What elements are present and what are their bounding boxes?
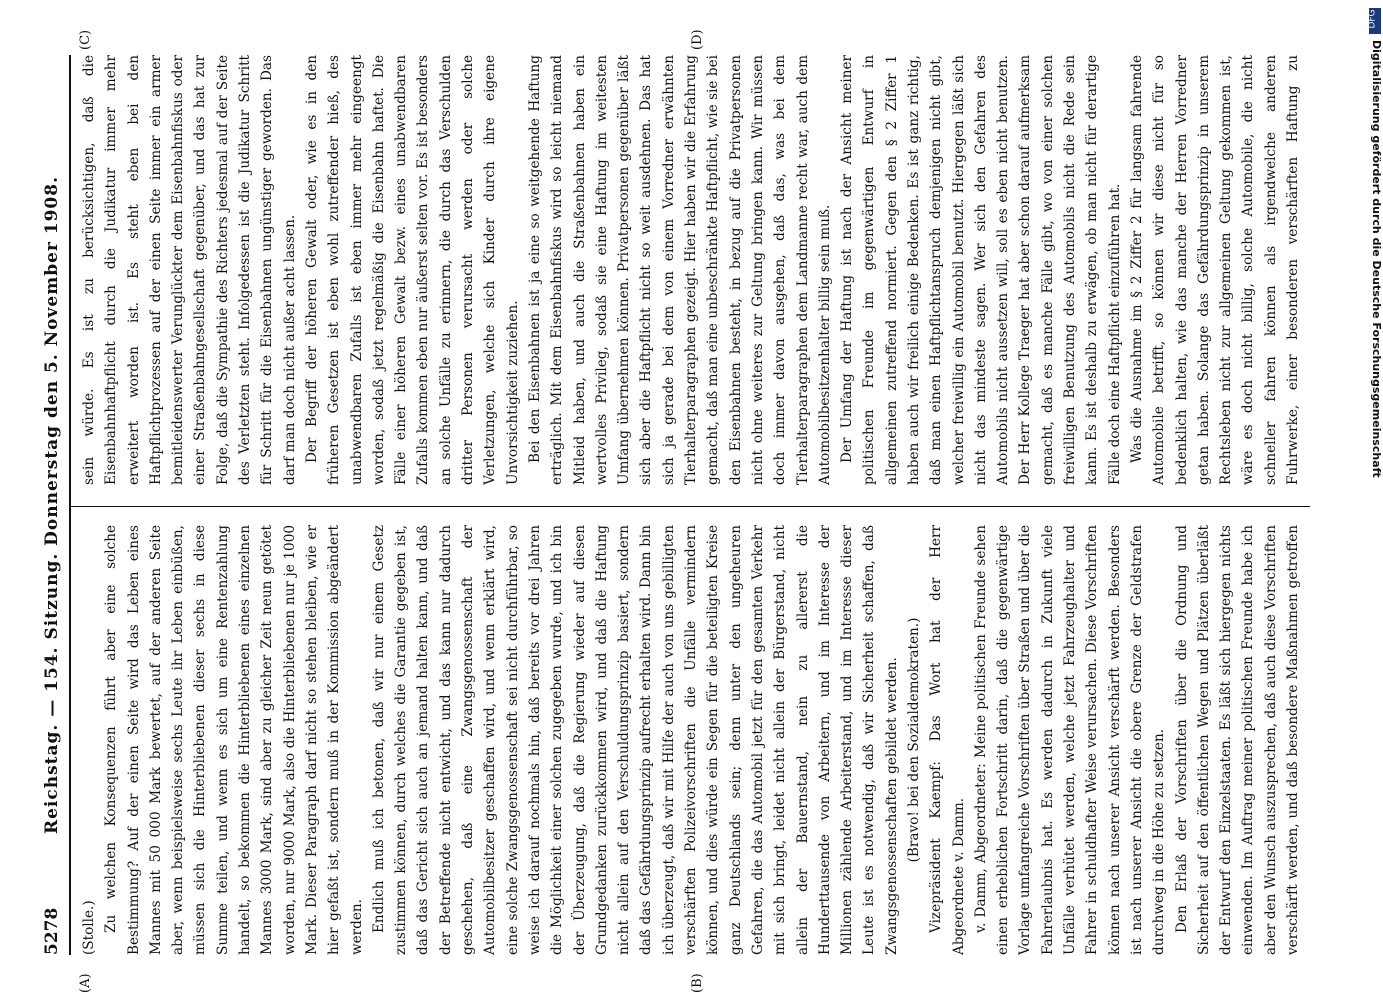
paragraph: Der Umfang der Haftung ist nach der Ansicht meiner politischen Freunde im gegenwärtigen Entwurf in allgemeinen zutreffend normiert. Gegen den § 2 Ziffer 1 haben auch wir freilich einige Bedenken. Es ist ganz richtig, daß man einen Haftpflichtanspruch demjenigen nicht gibt, welcher freiwillig ein Automobil benutzt. Hiergegen läßt sich nicht das mindeste sagen. Wer sich den Gefahren des Automobils nicht aussetzen will, soll es eben nicht benutzen. Der Herr Kollege Traeger hat aber schon darauf aufmerksam gemacht, daß es manche Fälle gibt, wo von einer solchen freiwilligen Benutzung des Automobils nicht die Rede sein kann. Es ist deshalb zu erwägen, ob man nicht für derartige Fälle doch eine Haftpflicht einzuführen hat. — [839, 55, 1123, 485]
digitization-credit: Digitalisierung gefördert durch die Deutsche Forschungsgemeinschaft — [1370, 40, 1383, 478]
paragraph: Der Begriff der höheren Gewalt oder, wie es in den früheren Gesetzen ist eben wohl zutreffender hieß, des unabwendbaren Zufalls ist eben immer mehr eingeengt worden, sodaß jetzt regelmäßig die Eisenbahn haftet. Die Fälle einer höheren Gewalt bezw. eines unabwendbaren Zufalls kommen eben nur äußerst selten vor. Es ist besonders an solche Unfälle zu erinnern, die durch das Verschulden dritter Personen verursacht werden oder solche Verletzungen, welche sich Kinder durch ihre eigene Unvorsichtigkeit zuziehen. — [303, 55, 521, 485]
page-header — [40, 55, 70, 955]
page-number: 5278 — [42, 907, 62, 955]
column-divider — [70, 506, 1310, 507]
paragraph: Zu welchen Konsequenzen führt aber eine solche Bestimmung? Auf der einen Seite wird das Leben eines Mannes mit 50 000 Mark bewertet, auf der anderen Seite aber, wenn beispielsweise sechs Leute ihr Leben einbüßen, müssen sich die Hinterbliebenen dieser sechs in diese Summe teilen, und wenn es sich um eine Rentenzahlung handelt, so bekommen die Hinterbliebenen eines einzelnen Mannes 3000 Mark, sind aber zu gleicher Zeit neun getötet worden, nur 9000 Mark, also die Hinterbliebenen nur je 1000 Mark. Dieser Paragraph darf nicht so stehen bleiben, wie er hier gefaßt ist, sondern muß in der Kommission abgeändert werden. — [103, 525, 365, 955]
margin-marker-c: (C) — [78, 29, 93, 50]
right-column — [78, 55, 1303, 485]
margin-marker-b: (B) — [690, 973, 705, 993]
speaker-tag: (Stolle.) — [81, 900, 97, 955]
dfg-badge-text: DFG — [1367, 9, 1378, 29]
margin-marker-d: (D) — [690, 29, 705, 50]
left-column — [78, 525, 1303, 955]
applause-note: (Bravo! bei den Sozialdemokraten.) — [905, 617, 922, 863]
header-rule — [69, 55, 71, 955]
paragraph: Endlich muß ich betonen, daß wir nur einem Gesetz zustimmen können, durch welches die Garantie gegeben ist, daß das Gericht sich auch an jemand halten kann, und daß der Betreffende nicht entwicht, und das kann nur dadurch geschehen, daß eine Zwangsgenossenschaft der Automobilbesitzer geschaffen wird, und wenn erklärt wird, eine solche Zwangsgenossenschaft sei nicht durchführbar, so weise ich darauf nochmals hin, daß bereits vor drei Jahren die Möglichkeit einer solchen zugegeben wurde, und ich bin der Überzeugung, daß die Regierung wieder auf diesen Grundgedanken zurückkommen wird, und daß die Haftung nicht allein auf den Verschuldungsprinzip basiert, sondern daß das Gefährdungsprinzip aufrecht erhalten wird. Dann bin ich überzeugt, daß wir mit Hilfe der auch von uns gebilligten verschärften Polizeivorschriften die Unfälle vermindern können, und dies würde ein Segen für die beteiligten Kreise ganz Deutschlands sein; denn unter den ungeheuren Gefahren, die das Automobil jetzt für den gesamten Verkehr mit sich bringt, leidet nicht allein der Bürgerstand, nicht allein der Bauernstand, nein zu allererst die Hunderttausende von Arbeitern, und im Interesse der Millionen zählende Arbeiterstand, und im Interesse dieser Leute ist es notwendig, daß wir Sicherheit schaffen, daß Zwangsgenossenschaften gebildet werden. — [370, 525, 900, 955]
page-title: Reichstag. — 154. Sitzung. Donnerstag den 5. November 1908. — [42, 175, 62, 835]
dfg-logo — [1369, 8, 1381, 34]
paragraph: v. Damm, Abgeordneter: Meine politischen Freunde sehen einen erheblichen Fortschritt darin, daß die gegenwärtige Vorlage umfangreiche Vorschriften über Straßen und über die Fahrerlaubnis hat. Es werden dadurch in Zukunft viele Unfälle verhütet werden, welche jetzt Fahrzeughalter und Fahrer in schuldhafter Weise verursachen. Diese Vorschriften können nach unserer Ansicht verschärft werden. Besonders ist nach unserer Ansicht die obere Grenze der Geldstrafen durchweg in die Höhe zu setzen. — [972, 525, 1168, 955]
paragraph: Bei den Eisenbahnen ist ja eine so weitgehende Haftung erträglich. Mit dem Eisenbahnfiskus wird so leicht niemand Mitleid haben, und auch die Straßenbahnen haben ein wertvolles Privileg, sodaß sie eine Haftung im weitesten Umfang übernehmen können. Privatpersonen gegenüber läßt sich aber die Haftpflicht nicht so weit ausdehnen. Das hat sich ja gerade bei dem von einem Vorredner erwähnten Tierhalterparagraphen gezeigt. Hier haben wir die Erfahrung gemacht, daß man eine unbeschränkte Haftpflicht, wie sie bei den Eisenbahnen besteht, in bezug auf die Privatpersonen nicht ohne weiteres zur Geltung bringen kann. Wir müssen doch immer davon ausgehen, daß das, was bei dem Tierhalterparagraphen dem Landmanne recht war, auch dem Automobilbesitzenhalter billig sein muß. — [526, 55, 833, 485]
rotated-content — [40, 29, 1340, 993]
margin-marker-a: (A) — [78, 973, 93, 993]
paragraph: sein würde. Es ist zu berücksichtigen, daß die Eisenbahnhaftpflicht durch die Judikatur immer mehr erweitert worden ist. Es steht eben bei den Haftpflichtprozessen auf der einen Seite immer ein armer bemitleidenswerter Verunglückter dem Eisenbahnfiskus oder einer Straßenbahngesellschaft gegenüber, und das hat zur Folge, daß die Sympathie des Richters jedesmal auf der Seite des Verletzten steht. Infolgedessen ist die Judikatur Schritt für Schritt für die Eisenbahnen ungünstiger geworden. Das darf man doch nicht außer acht lassen. — [81, 55, 298, 485]
paragraph: Was die Ausnahme im § 2 Ziffer 2 für langsam fahrende Automobile betrifft, so können wir diese nicht für so bedenklich halten, wie das manche der Herren Vorredner getan haben. Solange das Gefährdungsprinzip in unserem Rechtsleben nicht zur allgemeinen Geltung gekommen ist, wäre es doch nicht billig, solche Automobile, die nicht schneller fahren können als irgendwelche anderen Fuhrwerke, einer besonderen verschärften Haftung zu — [1128, 55, 1302, 485]
paragraph: Den Erlaß der Vorschriften über die Ordnung und Sicherheit auf den öffentlichen Wegen und Plätzen überläßt der Entwurf den Einzelstaaten. Es läßt sich hiergegen nichts einwenden. Im Auftrag meiner politischen Freunde habe ich aber den Wunsch auszusprechen, daß auch diese Vorschriften verschärft werden, und daß besondere Maßnahmen getroffen — [1173, 525, 1302, 955]
speaker-intro: Vizepräsident Kaempf: Das Wort hat der Herr Abgeordnete v. Damm. — [928, 525, 967, 955]
